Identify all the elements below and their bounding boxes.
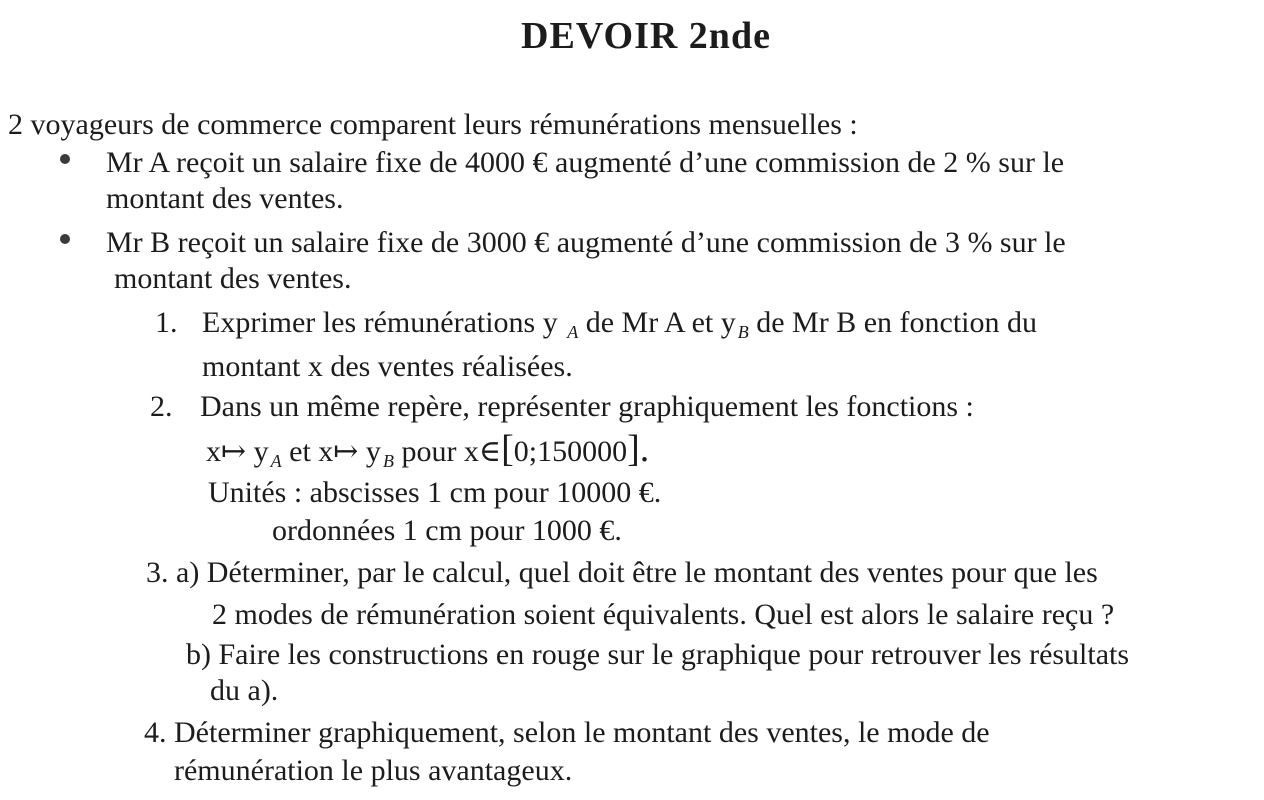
q4-line1: 4. Déterminer graphiquement, selon le montant des ventes, le mode de — [144, 716, 990, 749]
intro-text: 2 voyageurs de commerce comparent leurs rémunérations mensuelles : — [8, 108, 858, 141]
subscript-a: A — [567, 322, 579, 342]
subscript-a: A — [270, 451, 282, 471]
q2-map-b: et x↦ y — [289, 435, 381, 468]
q3a-line1: 3. a) Déterminer, par le calcul, quel doit être le montant des ventes pour que les — [146, 556, 1098, 589]
bullet-b-line2: montant des ventes. — [114, 262, 352, 295]
bullet-dot-icon — [60, 154, 70, 164]
q3b-line1: b) Faire les constructions en rouge sur le graphique pour retrouver les résultats — [186, 638, 1130, 671]
q2-line1: Dans un même repère, représenter graphiquement les fonctions : — [200, 390, 974, 423]
interval-close-bracket: ]. — [627, 428, 650, 470]
q1-text-c: de Mr B en fonction du — [756, 306, 1038, 339]
q3a-line2: 2 modes de rémunération soient équivalents. Quel est alors le salaire reçu ? — [212, 598, 1115, 631]
q1-line2: montant x des ventes réalisées. — [202, 350, 573, 383]
bullet-dot-icon — [60, 234, 70, 244]
q1-number: 1. — [155, 306, 178, 339]
q2-map-a: x↦ y — [206, 435, 269, 468]
page-title: DEVOIR 2nde — [521, 15, 771, 57]
q1-text-a: Exprimer les rémunérations y — [202, 306, 558, 339]
q2-units-y: ordonnées 1 cm pour 1000 €. — [272, 514, 622, 547]
q2-number: 2. — [150, 390, 173, 423]
interval-open-bracket: [ — [501, 428, 514, 470]
q1-line1 — [202, 306, 1037, 343]
q2-functions — [206, 428, 650, 472]
interval: 0;150000 — [513, 435, 628, 468]
q3b-line2: du a). — [210, 674, 279, 707]
bullet-a-line2: montant des ventes. — [106, 182, 344, 215]
q2-domain: pour x∈ — [401, 435, 502, 468]
subscript-b: B — [737, 322, 749, 342]
bullet-a-line1: Mr A reçoit un salaire fixe de 4000 € augmenté d’une commission de 2 % sur le — [106, 146, 1065, 179]
bullet-b-line1: Mr B reçoit un salaire fixe de 3000 € augmenté d’une commission de 3 % sur le — [106, 226, 1066, 259]
q2-units-x: Unités : abscisses 1 cm pour 10000 €. — [208, 476, 662, 509]
q1-text-b: de Mr A et y — [585, 306, 736, 339]
q4-line2: rémunération le plus avantageux. — [174, 754, 573, 787]
subscript-b: B — [382, 451, 394, 471]
